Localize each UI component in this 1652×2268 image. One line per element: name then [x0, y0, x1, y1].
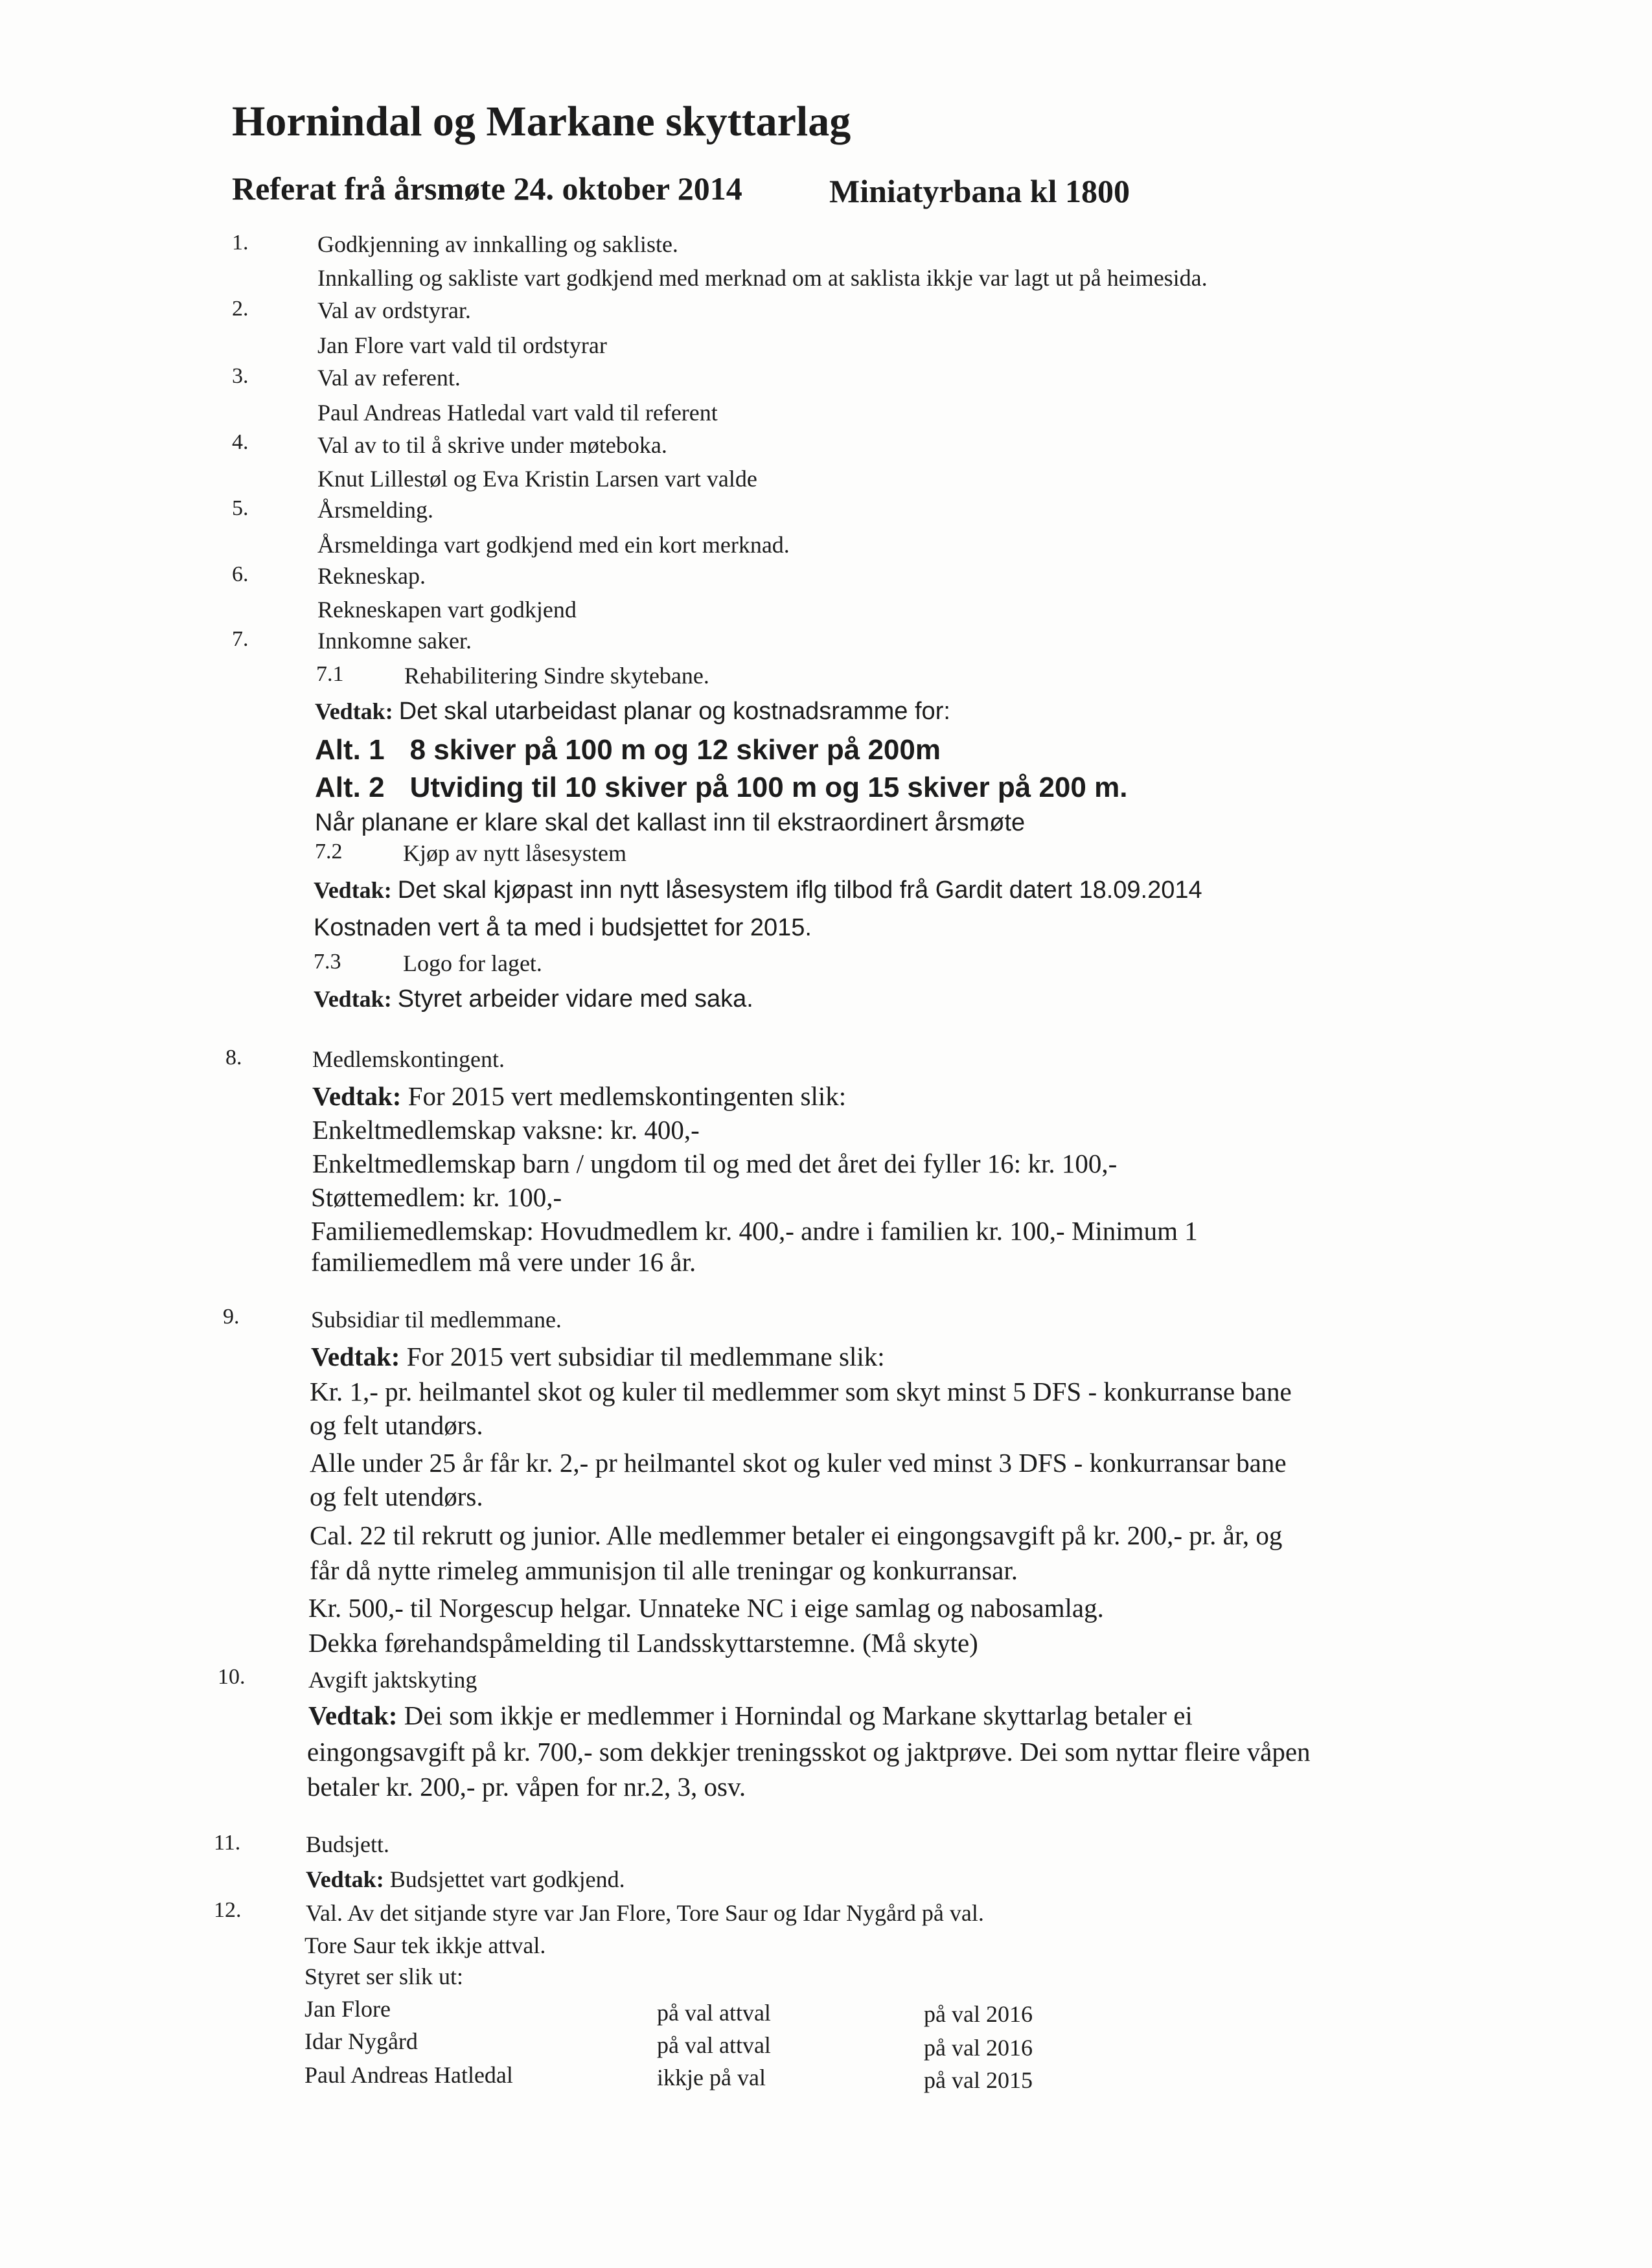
item-heading: Val av to til å skrive under møteboka.: [317, 432, 667, 458]
item-heading: Subsidiar til medlemmane.: [311, 1307, 562, 1333]
board-member-term: på val 2016: [924, 2035, 1033, 2061]
vedtak-text: Det skal utarbeidast planar og kostnadsramme for:: [398, 698, 950, 725]
document-title: Hornindal og Markane skyttarlag: [232, 98, 851, 145]
alt-text: 8 skiver på 100 m og 12 skiver på 200m: [409, 734, 941, 766]
item-heading: Val av referent.: [317, 365, 461, 391]
item-heading: Godkjenning av innkalling og sakliste.: [317, 231, 678, 257]
item-heading: Budsjett.: [306, 1831, 390, 1857]
vedtak-line: [315, 697, 950, 727]
fee-line: Enkeltmedlemskap barn / ungdom til og med det året dei fyller 16: kr. 100,-: [312, 1149, 1118, 1178]
item-text: Tore Saur tek ikkje attval.: [304, 1932, 546, 1958]
item-text: Knut Lillestøl og Eva Kristin Larsen vart valde: [317, 466, 757, 492]
item-heading: Avgift jaktskyting: [308, 1667, 477, 1693]
vedtak-line: [306, 1866, 625, 1894]
item-number: 2.: [232, 297, 249, 321]
subitem-number: 7.3: [314, 950, 341, 974]
subsidy-line: Dekka førehandspåmelding til Landsskyttarstemne. (Må skyte): [308, 1628, 978, 1658]
alt-label: Alt. 1: [315, 734, 385, 766]
fee-line: Familiemedlemskap: Hovudmedlem kr. 400,- andre i familien kr. 100,- Minimum 1: [311, 1216, 1198, 1246]
vedtak-label: Vedtak:: [308, 1701, 398, 1730]
fee-line: Støttemedlem: kr. 100,-: [311, 1182, 562, 1212]
board-member-name: Jan Flore: [304, 1996, 391, 2022]
item-text: Jan Flore vart vald til ordstyrar: [317, 332, 607, 358]
fee-line: Enkeltmedlemskap vaksne: kr. 400,-: [312, 1115, 700, 1145]
board-member-name: Paul Andreas Hatledal: [304, 2062, 513, 2088]
item-heading: Medlemskontingent.: [312, 1046, 505, 1072]
board-member-status: på val attval: [657, 2000, 771, 2026]
board-member-name: Idar Nygård: [304, 2028, 418, 2054]
subsidy-line: og felt utandørs.: [310, 1410, 483, 1440]
alt-line: [315, 771, 1127, 805]
vedtak-label: Vedtak:: [314, 986, 392, 1012]
vedtak-text: Dei som ikkje er medlemmer i Hornindal og Markane skyttarlag betaler ei: [404, 1701, 1193, 1730]
vedtak-label: Vedtak:: [314, 877, 392, 903]
item-number: 1.: [232, 231, 249, 255]
item-heading: Innkomne saker.: [317, 628, 472, 654]
vedtak-label: Vedtak:: [306, 1866, 384, 1892]
board-member-term: på val 2015: [924, 2067, 1033, 2093]
item-number: 6.: [232, 562, 249, 586]
vedtak-line: [314, 876, 1202, 906]
item-number: 12.: [214, 1898, 242, 1922]
vedtak-text: Budsjettet vart godkjend.: [389, 1866, 625, 1892]
item-heading: Rekneskap.: [317, 563, 426, 589]
item-number: 5.: [232, 496, 249, 520]
vedtak-label: Vedtak:: [311, 1342, 400, 1371]
item-number: 10.: [218, 1665, 246, 1689]
vedtak-text: For 2015 vert medlemskontingenten slik:: [407, 1081, 847, 1111]
vedtak-text: Det skal kjøpast inn nytt låsesystem iflg tilbod frå Gardit datert 18.09.2014: [397, 876, 1202, 904]
item-text: Val. Av det sitjande styre var Jan Flore, Tore Saur og Idar Nygård på val.: [306, 1900, 984, 1926]
subsidy-line: får då nytte rimeleg ammunisjon til alle treningar og konkurransar.: [310, 1555, 1018, 1585]
board-member-status: på val attval: [657, 2032, 771, 2058]
subsidy-line: og felt utendørs.: [310, 1482, 483, 1511]
document-subtitle-location: Miniatyrbana kl 1800: [829, 173, 1130, 209]
item-text: Når planane er klare skal det kallast inn til ekstraordinert årsmøte: [315, 809, 1026, 836]
item-text: Rekneskapen vart godkjend: [317, 597, 577, 623]
item-number: 4.: [232, 430, 249, 454]
board-member-term: på val 2016: [924, 2001, 1033, 2027]
subitem-title: Kjøp av nytt låsesystem: [403, 840, 626, 866]
subsidy-line: Cal. 22 til rekrutt og junior. Alle medlemmer betaler ei eingongsavgift på kr. 200,- pr. år, og: [310, 1520, 1283, 1550]
item-heading: Val av ordstyrar.: [317, 297, 471, 323]
subsidy-line: Alle under 25 år får kr. 2,- pr heilmantel skot og kuler ved minst 3 DFS - konkurransar bane: [310, 1448, 1287, 1478]
vedtak-label: Vedtak:: [312, 1081, 402, 1111]
subitem-title: Logo for laget.: [403, 950, 542, 976]
vedtak-line: [311, 1341, 885, 1373]
subitem-number: 7.2: [315, 840, 343, 864]
vedtak-label: Vedtak:: [315, 698, 393, 724]
alt-label: Alt. 2: [315, 772, 385, 803]
item-text: eingongsavgift på kr. 700,- som dekkjer treningsskot og jaktprøve. Dei som nyttar fleire våpen: [307, 1737, 1311, 1767]
item-number: 9.: [223, 1305, 240, 1329]
item-number: 3.: [232, 364, 249, 388]
item-text: betaler kr. 200,- pr. våpen for nr.2, 3, osv.: [307, 1772, 746, 1802]
vedtak-line: [312, 1081, 846, 1112]
subitem-title: Rehabilitering Sindre skytebane.: [404, 663, 709, 689]
alt-line: [315, 733, 941, 768]
vedtak-line: [308, 1700, 1193, 1732]
item-text: Kostnaden vert å ta med i budsjettet for 2015.: [314, 914, 812, 941]
document-subtitle: Referat frå årsmøte 24. oktober 2014: [232, 170, 742, 207]
alt-text: Utviding til 10 skiver på 100 m og 15 skiver på 200 m.: [409, 772, 1128, 803]
item-heading: Årsmelding.: [317, 497, 433, 523]
item-text: Årsmeldinga vart godkjend med ein kort merknad.: [317, 532, 790, 558]
item-text: Innkalling og sakliste vart godkjend med merknad om at saklista ikkje var lagt ut på heimesida.: [317, 265, 1208, 291]
item-text: Paul Andreas Hatledal vart vald til referent: [317, 400, 718, 426]
item-number: 11.: [214, 1831, 241, 1855]
subsidy-line: Kr. 1,- pr. heilmantel skot og kuler til medlemmer som skyt minst 5 DFS - konkurranse bane: [310, 1377, 1292, 1406]
item-text: Styret ser slik ut:: [304, 1964, 463, 1989]
vedtak-line: [314, 985, 753, 1014]
vedtak-text: For 2015 vert subsidiar til medlemmane slik:: [406, 1342, 885, 1371]
board-member-status: ikkje på val: [657, 2065, 766, 2090]
subsidy-line: Kr. 500,- til Norgescup helgar. Unnateke NC i eige samlag og nabosamlag.: [308, 1593, 1104, 1623]
item-number: 8.: [225, 1046, 242, 1070]
vedtak-text: Styret arbeider vidare med saka.: [397, 985, 753, 1013]
item-number: 7.: [232, 627, 249, 651]
subitem-number: 7.1: [316, 662, 344, 686]
fee-line: familiemedlem må vere under 16 år.: [311, 1247, 696, 1277]
